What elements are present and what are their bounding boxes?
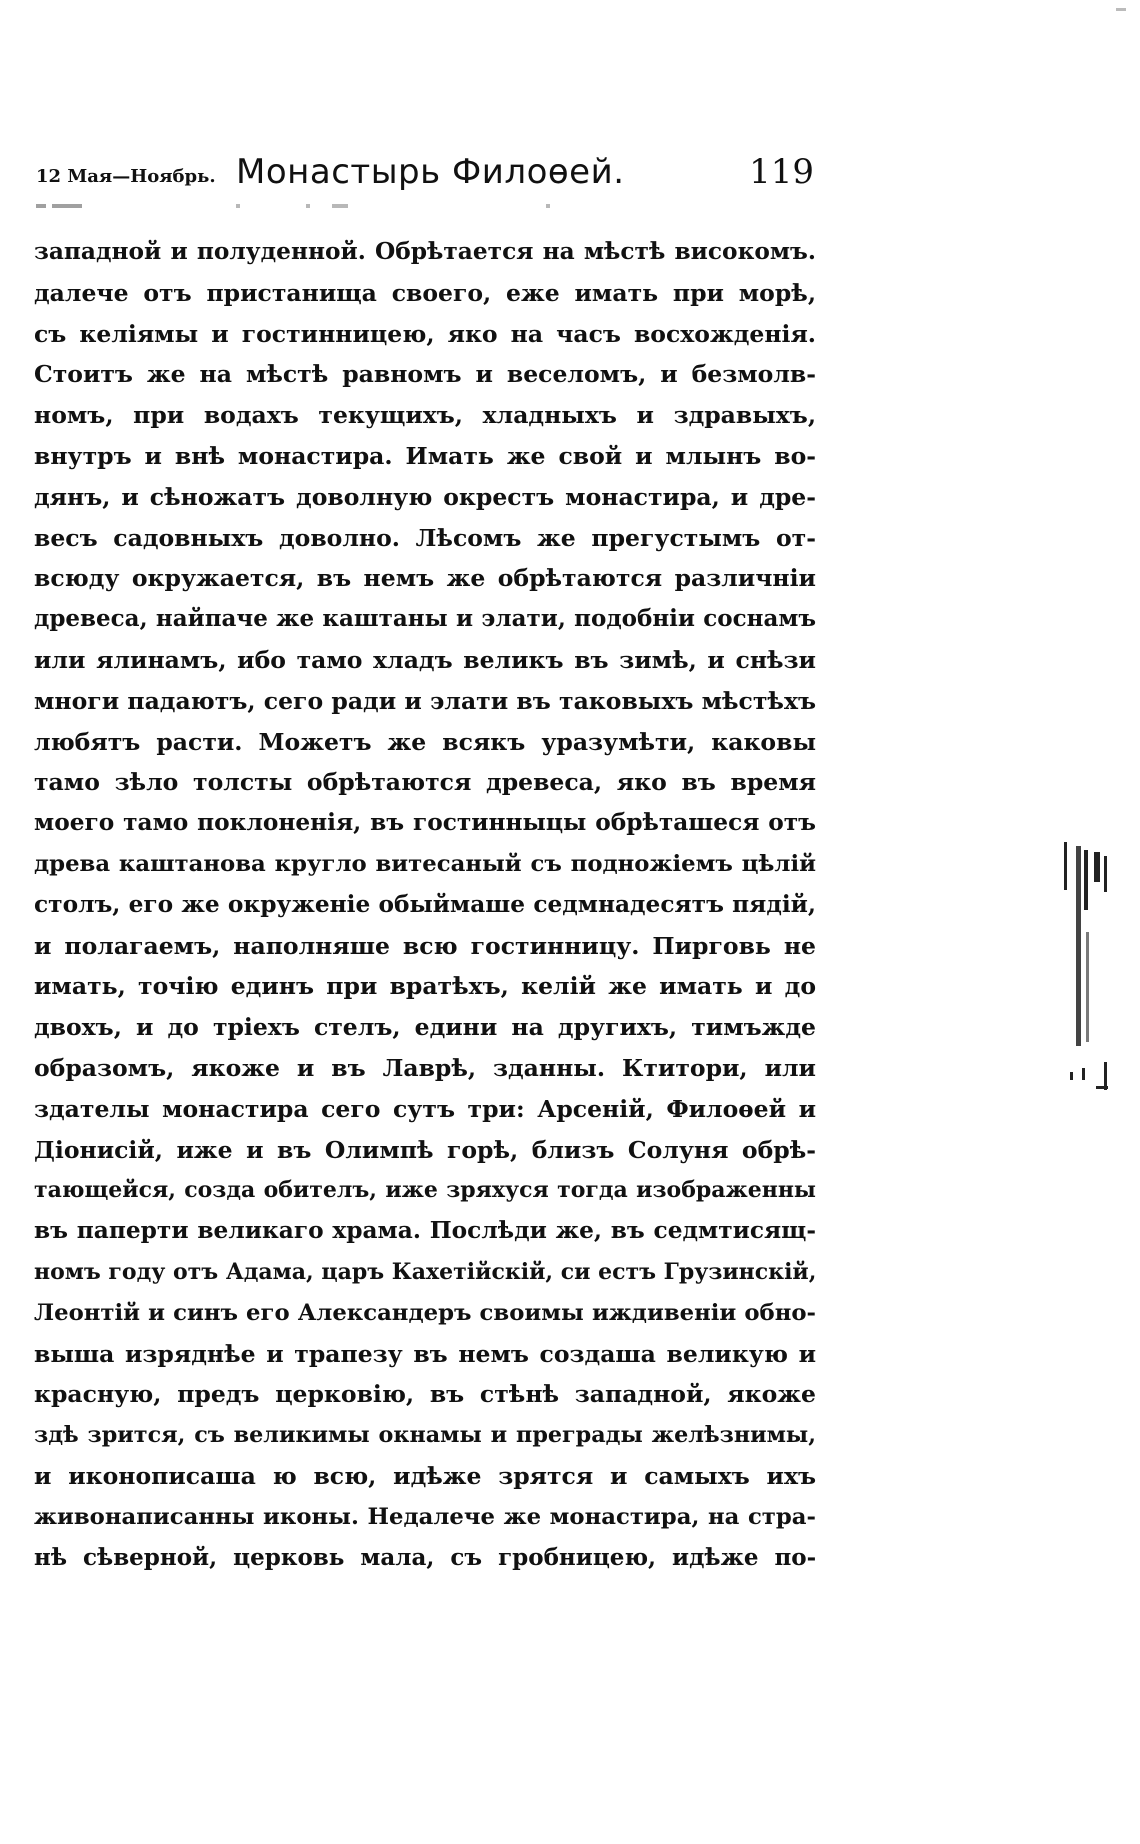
text-line: здателы монастира сего сутъ три: Арсеній, Филоѳей и (34, 1094, 816, 1123)
text-line: западной и полуденной. Обрѣтается на мѣстѣ високомъ. (34, 238, 816, 265)
text-line: моего тамо поклоненія, въ гостинныцы обрѣташеся отъ (34, 809, 816, 837)
text-line: Леонтій и синъ его Александеръ своимы иждивеніи обно- (34, 1299, 816, 1326)
text-line: далече отъ пристанища своего, еже имать при морѣ, (34, 278, 816, 307)
text-line: всюду окружается, въ немъ же обрѣтаются различніи (34, 564, 816, 593)
text-line: Діонисій, иже и въ Олимпѣ горѣ, близъ Солуня обрѣ- (34, 1135, 816, 1164)
text-line: живонаписанны иконы. Недалече же монастира, на стра- (34, 1503, 816, 1530)
text-line: тающейся, созда обителъ, иже зряхуся тогда изображенны (34, 1177, 816, 1204)
bleed-through-mark (1060, 842, 1114, 1112)
text-line: и иконописаша ю всю, идѣже зрятся и самыхъ ихъ (34, 1461, 816, 1490)
text-line: древа каштанова кругло витесаный съ подножіемъ цѣлій (34, 850, 816, 877)
text-line: и полагаемъ, наполняше всю гостинницу. Пирговь не (34, 931, 816, 960)
text-line: нѣ сѣверной, церковь мала, съ гробницею, идѣже по- (34, 1543, 816, 1571)
text-line: номъ, при водахъ текущихъ, хладныхъ и здравыхъ, (34, 401, 816, 430)
text-line: образомъ, якоже и въ Лаврѣ, зданны. Ктитори, или (34, 1053, 816, 1082)
body-text (34, 232, 816, 1578)
text-line: или ялинамъ, ибо тамо хладъ великъ въ зимѣ, и снѣзи (34, 645, 816, 674)
text-line: двохъ, и до тріехъ стелъ, едини на другихъ, тимъжде (34, 1013, 816, 1042)
text-line: номъ году отъ Адама, царъ Кахетійскій, си естъ Грузинскій, (34, 1258, 816, 1285)
running-header (36, 152, 814, 198)
header-dates: 12 Мая—Ноябрь. (36, 166, 216, 187)
page-number: 119 (749, 152, 814, 192)
scan-mark (1116, 8, 1126, 11)
text-line: тамо зѣло толсты обрѣтаются древеса, яко въ время (34, 768, 816, 797)
header-title: Монастырь Филоѳей. (236, 152, 625, 192)
text-line: любятъ расти. Можетъ же всякъ уразумѣти, каковы (34, 727, 816, 756)
header-rule (36, 204, 556, 208)
text-line: многи падаютъ, сего ради и элати въ таковыхъ мѣстѣхъ (34, 686, 816, 715)
text-line: древеса, найпаче же каштаны и элати, подобніи соснамъ (34, 605, 816, 633)
text-line: весъ садовныхъ доволно. Лѣсомъ же прегустымъ от- (34, 523, 816, 552)
text-line: имать, точію единъ при вратѣхъ, келій же имать и до (34, 972, 816, 1001)
text-line: дянъ, и сѣножатъ доволную окрестъ монастира, и дре- (34, 482, 816, 511)
text-line: Стоитъ же на мѣстѣ равномъ и веселомъ, и безмолв- (34, 360, 816, 389)
text-line: здѣ зрится, съ великимы окнамы и преграды желѣзнимы, (34, 1422, 816, 1449)
text-line: столъ, его же окруженіе обыймаше седмнадесятъ пядій, (34, 890, 816, 918)
text-line: красную, предъ церковію, въ стѣнѣ западной, якоже (34, 1380, 816, 1409)
text-line: внутръ и внѣ монастира. Имать же свой и млынъ во- (34, 441, 816, 470)
text-line: выша изряднѣе и трапезу въ немъ создаша великую и (34, 1339, 816, 1368)
text-line: въ паперти великаго храма. Послѣди же, въ седмтисящ- (34, 1217, 816, 1245)
text-line: съ келіямы и гостинницею, яко на часъ восхожденія. (34, 319, 816, 348)
